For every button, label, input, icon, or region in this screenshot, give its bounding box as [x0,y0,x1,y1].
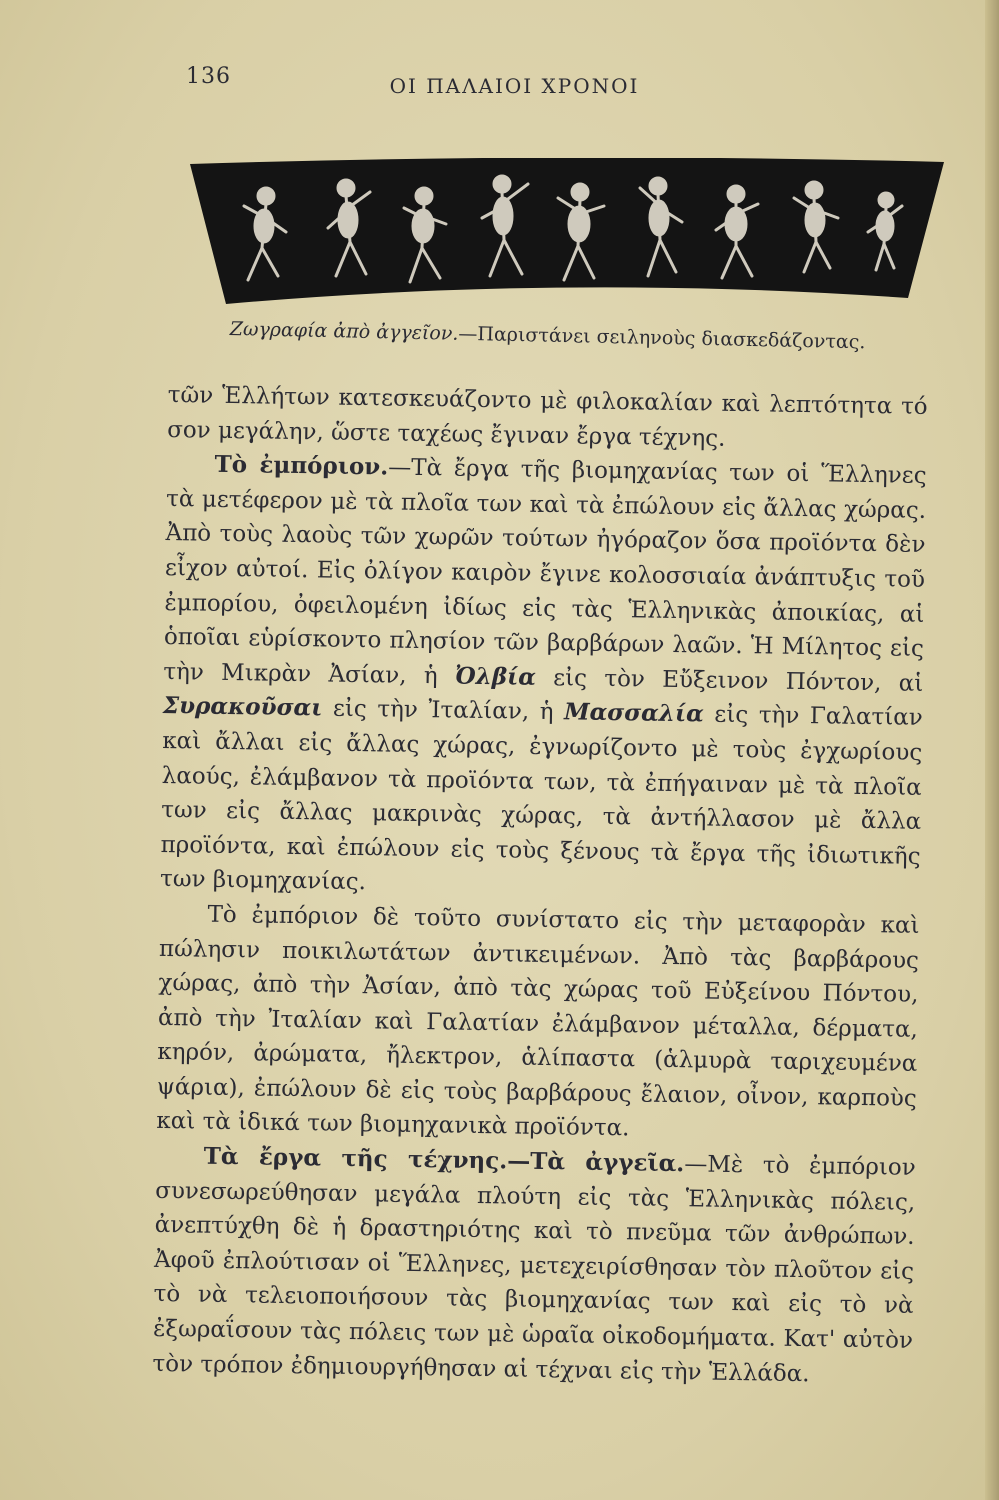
text-span: εἰς τὸν Εὔξεινον Πόντον, αἱ [535,664,924,697]
running-title: ΟΙ ΠΑΛΑΙΟΙ ΧΡΟΝΟΙ [389,74,640,98]
place-massalia: Μασσαλία [563,698,705,728]
caption-italic: Ζωγραφία ἀπὸ ἀγγεῖον. [229,318,459,345]
section-heading-commerce: Τὸ ἐμπόριον. [214,450,389,481]
place-syracuse: Συρακοῦσαι [162,692,323,722]
paragraph-arts [152,1139,916,1393]
paragraph-continued: τῶν Ἑλλήτων κατεσκευάζοντο μὲ φιλοκαλίαν καὶ λεπτότητα τό σον μεγάλην, ὥστε ταχέως ἔγιναν ἔργα τέχνης. [166,381,928,452]
text-span: —Τὰ ἔργα τῆς βιομηχανίας των οἱ Ἕλληνες τὰ μετέφερον μὲ τὰ πλοῖα των καὶ τὰ ἐπώλουν εἰς ἄλλας χώρας. Ἀπὸ τοὺς λαοὺς τῶν χωρῶν τούτων ἠγόραζον ὅσα προϊόντα δὲν εἶχον αὐτοί. Εἰς ὀλίγον καιρὸν ἔγινε κολοσσιαία ἀνάπτυξις τοῦ ἐμπορίου, ὀφειλομένη ἰδίως εἰς τὰς Ἑλληνικὰς ἀποικίας, αἱ ὁποῖαι εὑρίσκοντο πλησίον τῶν βαρβάρων λαῶν. Ἡ Μίλητος εἰς τὴν Μικρὰν Ἀσίαν, ἡ [163,454,927,690]
section-heading-arts: Τὰ ἔργα τῆς τέχνης.—Τὰ ἀγγεῖα. [203,1142,685,1178]
paragraph-trade-goods: Τὸ ἐμπόριον δὲ τοῦτο συνίστατο εἰς τὴν μεταφορὰν καὶ πώλησιν ποικιλωτάτων ἀντικειμένων. Ἀπὸ τὰς βαρβάρους χώρας, ἀπὸ τὴν Ἀσίαν, ἀπὸ τὰς χώρας τοῦ Εὐξείνου Πόντου, ἀπὸ τὴν Ἰταλίαν καὶ Γαλατίαν ἐλάμβανον μέταλλα, δέρματα, κηρόν, ἀρώματα, ἤλεκτρον, ἁλίπαστα (ἁλμυρὰ ταριχευμένα ψάρια), ἐπώλουν δὲ εἰς τοὺς βαρβάρους ἔλαιον, οἶνον, καρποὺς καὶ τὰ ἰδικά των βιομηχανικὰ προϊόντα. [156,901,920,1142]
text-span: εἰς τὴν Γαλατίαν καὶ ἄλλαι εἰς ἄλλας χώρας, ἐγνωρίζοντο μὲ τοὺς ἐγχωρίους λαούς, ἐλάμβανον τὰ προϊόντα των, τὰ ἐπήγαιναν μὲ τὰ πλοῖα των εἰς ἄλλας μακρινὰς χώρας, τὰ ἀντήλλασον μὲ ἄλλα προϊόντα, καὶ ἐπώλουν εἰς τοὺς ξένους τὰ ἔργα τῆς ἰδιωτικῆς των βιομηχανίας. [159,701,923,896]
caption-text: —Παριστάνει σειληνοὺς διασκεδάζοντας. [458,322,866,354]
vase-painting-frieze [186,158,948,308]
page-number: 136 [186,64,231,89]
text-span: —Μὲ τὸ ἐμπόριον συνεσωρεύθησαν μεγάλα πλούτη εἰς τὰς Ἑλληνικὰς πόλεις, ἀνεπτύχθη δὲ ἡ δραστηριότης καὶ τὸ πνεῦμα τῶν ἀνθρώπων. Ἀφοῦ ἐπλούτισαν οἱ Ἕλληνες, μετεχειρίσθησαν τὸν πλοῦτον εἰς τὸ νὰ τελειοποιήσουν τὰς βιομηχανίας των καὶ εἰς τὸ νὰ ἐξωραΐσουν τὰς πόλεις των μὲ ὡραῖα οἰκοδομήματα. Κατ' αὐτὸν τὸν τρόπον ἐδημιουργήθησαν αἱ τέχναι εἰς τὴν Ἑλλάδα. [152,1151,916,1387]
place-olbia: Ὀλβία [454,662,537,691]
paragraph-commerce [160,447,927,909]
body-text [152,378,928,1393]
text-span: εἰς τὴν Ἰταλίαν, ἡ [322,695,565,726]
page-edge [985,0,999,1500]
